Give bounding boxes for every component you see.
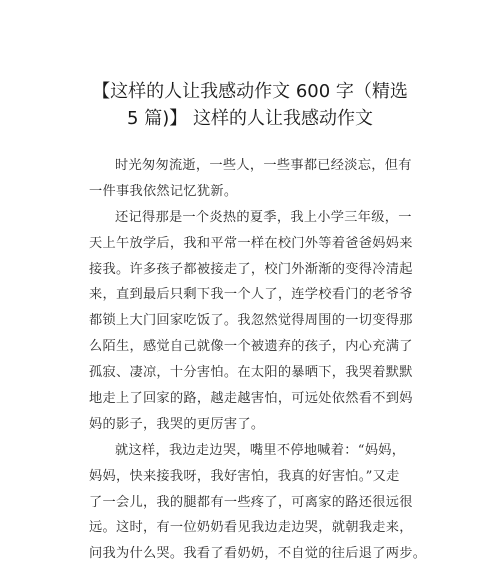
paragraph-line: 接我。许多孩子都被接走了，校门外渐渐的变得冷清起	[89, 261, 413, 277]
paragraph-line: 天上午放学后，我和平常一样在校门外等着爸爸妈妈来	[89, 235, 413, 251]
paragraph-line: 了一会儿，我的腿都有一些疼了，可离家的路还很远很	[89, 494, 413, 510]
paragraph-line: 问我为什么哭。我看了看奶奶，不自觉的往后退了两步。	[89, 546, 427, 562]
paragraph-line: 都锁上大门回家吃饭了。我忽然觉得周围的一切变得那	[89, 313, 413, 329]
article-title	[60, 78, 440, 132]
paragraph-line: 妈的影子，我哭的更厉害了。	[89, 416, 265, 432]
paragraph-line: 地走上了回家的路，越走越害怕，可远处依然看不到妈	[89, 391, 413, 407]
article-body	[89, 153, 427, 567]
paragraph-line: 就这样，我边走边哭，嘴里不停地喊着：“妈妈，	[115, 442, 406, 458]
paragraph-line: 时光匆匆流逝，一些人，一些事都已经淡忘，但有	[115, 158, 412, 173]
paragraph-line: 孤寂、凄凉，十分害怕。在太阳的暴晒下，我哭着默默	[89, 365, 413, 381]
paragraph-line: 一件事我依然记忆犹新。	[89, 183, 238, 199]
article-title-line-2: 5 篇)】 这样的人让我感动作文	[127, 108, 373, 130]
paragraph-line: 来，直到最后只剩下我一个人了，连学校看门的老爷爷	[89, 287, 413, 303]
paragraph-line: 妈妈，快来接我呀，我好害怕，我真的好害怕。”又走	[89, 468, 400, 484]
paragraph-line: 么陌生，感觉自己就像一个被遗弃的孩子，内心充满了	[89, 339, 413, 355]
article-title-line-1: 【这样的人让我感动作文 600 字（精选	[92, 81, 408, 103]
paragraph-line: 远。这时，有一位奶奶看见我边走边哭，就朝我走来，	[89, 520, 413, 536]
paragraph-line: 还记得那是一个炎热的夏季，我上小学三年级，一	[115, 209, 412, 225]
